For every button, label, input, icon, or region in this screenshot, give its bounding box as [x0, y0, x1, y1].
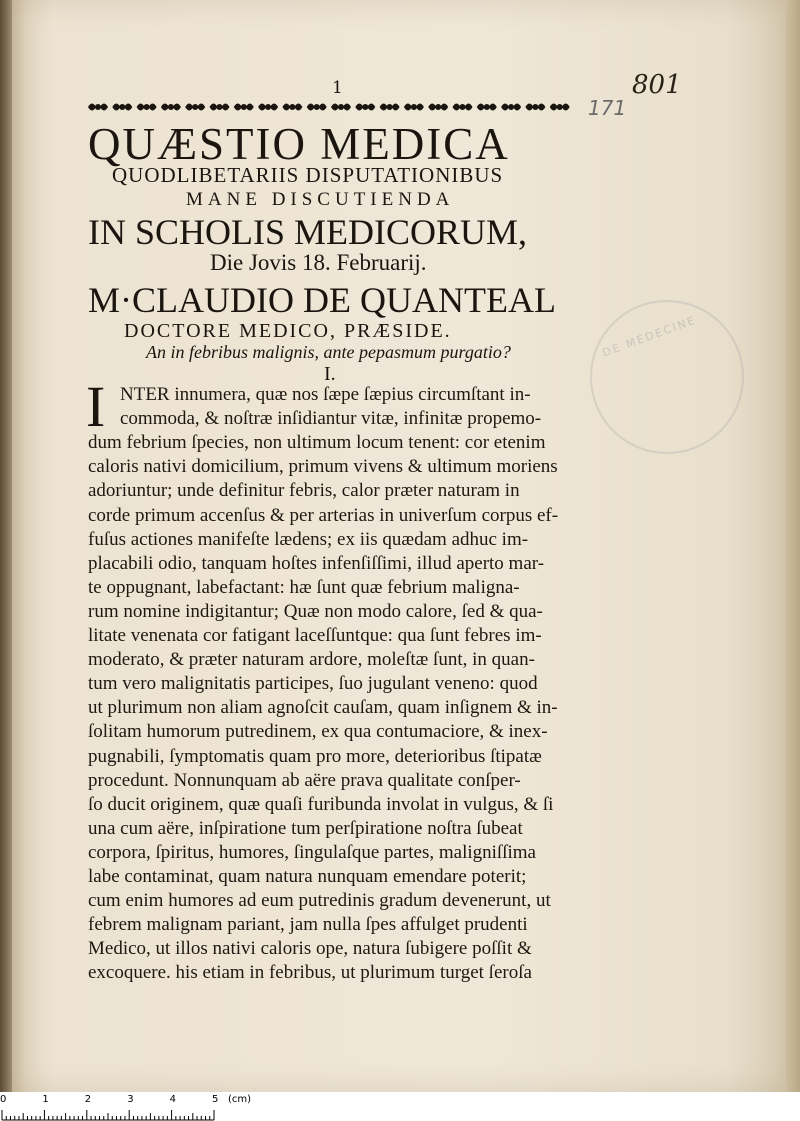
drop-cap-initial: I: [86, 374, 106, 439]
ruler-label: 0: [0, 1094, 7, 1105]
fleuron-ornament: [404, 104, 424, 111]
fleuron-ornament: [88, 104, 108, 111]
ruler-ticks: [0, 1092, 800, 1121]
folio-number-pencil: 171: [588, 96, 627, 120]
fleuron-ornament: [307, 104, 327, 111]
library-stamp-text: DE MÉDECINE: [600, 313, 699, 360]
fleuron-ornament: [477, 104, 497, 111]
section-number: I.: [324, 363, 336, 385]
page-edge: [786, 0, 800, 1092]
body-line: corpora, ſpiritus, humores, ſingulaſque partes, maligniſſima: [88, 841, 536, 863]
fleuron-ornament: [331, 104, 351, 111]
title-date: Die Jovis 18. Februarij.: [210, 250, 427, 275]
fleuron-ornament: [282, 104, 302, 111]
ruler-unit: (cm): [228, 1094, 252, 1105]
body-line: ſo ducit originem, quæ quaſi furibunda involat in vulgus, & ſi: [88, 793, 554, 815]
fleuron-ornament: [210, 104, 230, 111]
title-in-scholis: IN SCHOLIS MEDICORUM,: [88, 212, 528, 252]
body-line: dum febrium ſpecies, non ultimum locum tenent: cor etenim: [88, 432, 546, 454]
fleuron-ornament: [380, 104, 400, 111]
body-line: febrem malignam pariant, jam nulla ſpes affulget prudenti: [88, 914, 528, 936]
scale-ruler: [0, 1092, 800, 1121]
body-line: NTER innumera, quæ nos ſæpe ſæpius circumſtant in-: [120, 384, 531, 405]
body-line: una cum aëre, inſpiratione tum perſpiratione noſtra ſubeat: [88, 817, 523, 839]
body-line: tum vero malignitatis participes, ſuo jugulant veneno: quod: [88, 673, 538, 695]
body-line: ut plurimum non aliam agnoſcit cauſam, quam inſignem & in-: [88, 697, 558, 719]
body-line: te oppugnant, labefactant: hæ ſunt quæ febrium maligna-: [88, 576, 520, 598]
fleuron-ornament: [137, 104, 157, 111]
fleuron-ornament: [501, 104, 521, 111]
body-line: fuſus actiones manifeſte lædens; ex iis quædam adhuc im-: [88, 528, 529, 550]
disputation-question: An in febribus malignis, ante pepasmum purgatio?: [146, 342, 511, 362]
body-line: corde primum accenſus & per arterias in univerſum corpus ef-: [88, 504, 559, 526]
title-mane-discutienda: MANE DISCUTIENDA: [186, 189, 455, 210]
body-line: ſolitam humorum putredinem, ex qua contumaciore, & inex-: [88, 721, 548, 743]
body-line: adoriuntur; unde definitur febris, calor præter naturam in: [88, 480, 520, 502]
ruler-label: 2: [84, 1094, 92, 1105]
body-line: caloris nativi domicilium, primum vivens & ultimum moriens: [88, 456, 558, 478]
fleuron-ornament: [355, 104, 375, 111]
body-line: litate venenata cor fatigant laceſſuntque: qua ſunt febres im-: [88, 625, 542, 646]
fleuron-ornament: [258, 104, 278, 111]
ruler-label: 3: [127, 1094, 134, 1105]
title-quaestio-medica: QUÆSTIO MEDICA: [88, 119, 510, 169]
fleuron-ornament: [453, 104, 473, 111]
body-line: placabili odio, tanquam hoſtes infenſiſſimi, illud aperto mar-: [88, 552, 545, 574]
body-line: procedunt. Nonnunquam ab aëre prava qualitate conſper-: [88, 769, 521, 791]
body-line: labe contaminat, quam natura nunquam emendare poterit;: [88, 866, 527, 887]
title-praeses-name: M·CLAUDIO DE QUANTEAL: [88, 280, 556, 320]
fleuron-ornament: [525, 104, 545, 111]
folio-number-ink: 801: [632, 70, 682, 100]
fleuron-ornament: [161, 104, 181, 111]
ruler-label: 4: [169, 1094, 176, 1105]
ornament-band: [86, 98, 582, 116]
ruler-label: 1: [42, 1094, 49, 1105]
body-line: pugnabili, ſymptomatis quam pro more, deterioribus ſtipatæ: [88, 745, 542, 767]
body-line: Medico, ut illos nativi caloris ope, natura ſubigere poſſit &: [88, 938, 532, 960]
title-quodlibetariis: QUODLIBETARIIS DISPUTATIONIBUS: [112, 163, 504, 187]
fleuron-ornament: [428, 104, 448, 111]
fleuron-ornament: [112, 104, 132, 111]
ruler-label: 5: [212, 1094, 219, 1105]
fleuron-ornament: [550, 104, 570, 111]
fleuron-ornament: [234, 104, 254, 111]
fleuron-ornament: [185, 104, 205, 111]
body-line: commoda, & noſtræ inſidiantur vitæ, infinitæ propemo-: [120, 408, 542, 430]
title-doctore-medico: DOCTORE MEDICO, PRÆSIDE.: [124, 320, 452, 342]
body-line: cum enim humores ad eum putredinis gradum devenerunt, ut: [88, 890, 551, 912]
body-line: rum nomine indigitantur; Quæ non modo calore, ſed & qua-: [88, 600, 543, 622]
body-line: excoquere. his etiam in febribus, ut plurimum turget ſeroſa: [88, 962, 532, 984]
page-number: 1: [332, 78, 343, 98]
body-line: moderato, & præter naturam ardore, moleſtæ ſunt, in quan-: [88, 649, 535, 671]
